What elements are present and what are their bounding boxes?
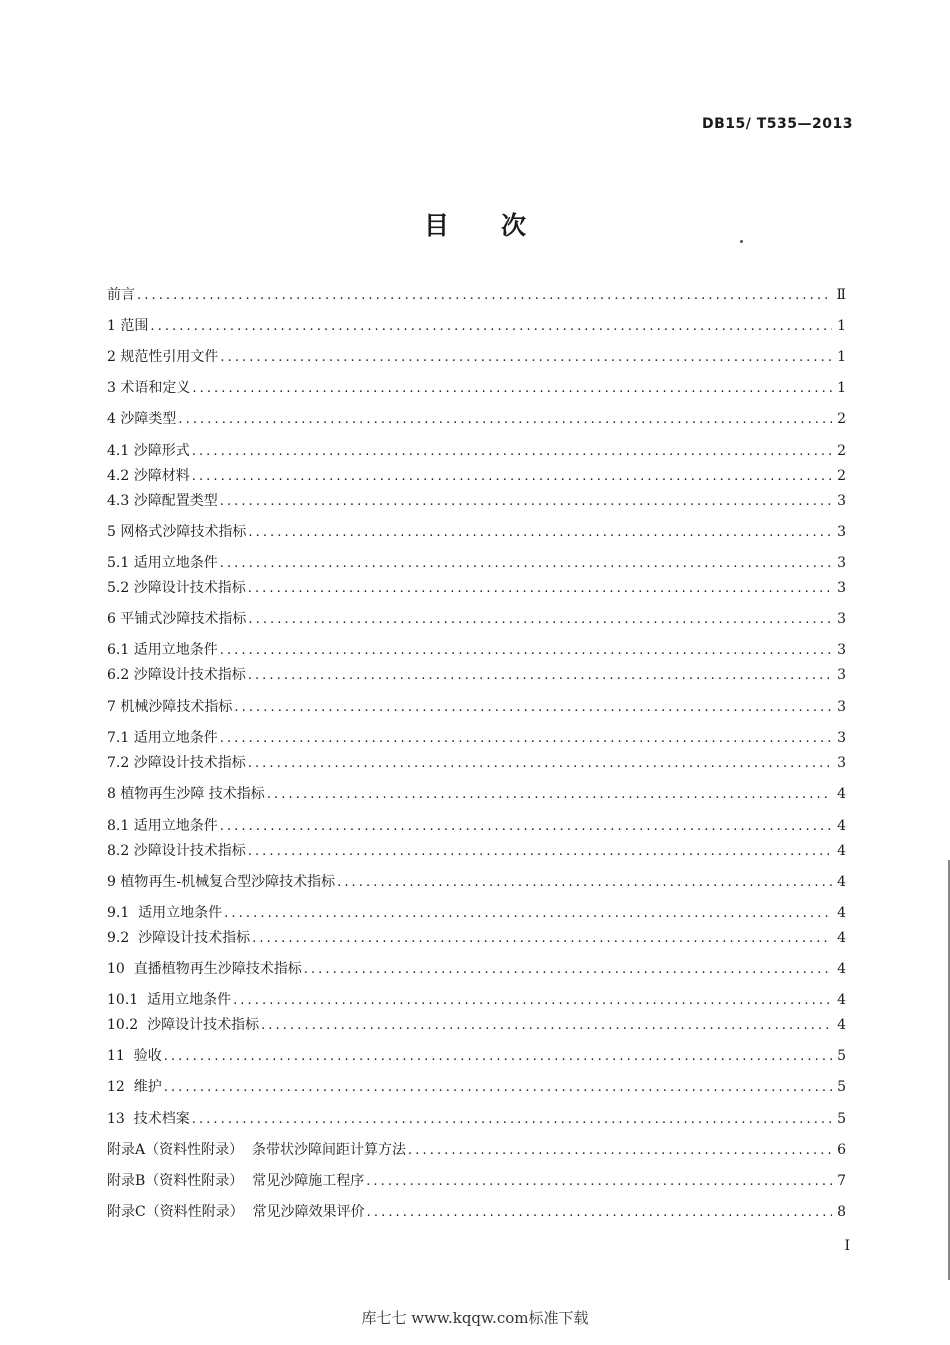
toc-entry-label: 植物再生-机械复合型沙障技术指标 xyxy=(120,874,336,890)
toc-entry-label: 适用立地条件 xyxy=(138,905,223,921)
toc-entry[interactable] xyxy=(107,1201,846,1223)
toc-entry-label: 沙障材料 xyxy=(133,468,190,484)
toc-heading xyxy=(0,206,950,242)
toc-entry-number: 5.1 xyxy=(107,555,134,571)
toc-entry[interactable] xyxy=(107,927,846,949)
toc-entry-number: 1 xyxy=(107,318,121,334)
toc-entry-page: 2 xyxy=(837,443,846,459)
toc-entry[interactable] xyxy=(107,377,846,399)
toc-entry-page: 7 xyxy=(837,1173,846,1189)
toc-leader-dots xyxy=(261,1015,832,1037)
toc-entry-label: 术语和定义 xyxy=(120,380,191,396)
toc-entry-number: 7.2 xyxy=(107,755,134,771)
toc-entry-number: 7 xyxy=(107,699,121,715)
toc-entry-label: 规范性引用文件 xyxy=(120,349,219,365)
toc-leader-dots xyxy=(304,959,832,981)
toc-entry-page: 4 xyxy=(837,961,846,977)
toc-entry-number: 9.2 xyxy=(107,930,139,946)
toc-entry-number: 10.2 xyxy=(107,1017,148,1033)
toc-entry-number: 6.1 xyxy=(107,642,134,658)
toc-entry[interactable] xyxy=(107,840,846,862)
toc-entry-label: 适用立地条件 xyxy=(133,555,218,571)
toc-entry-page: 2 xyxy=(837,468,846,484)
toc-leader-dots xyxy=(164,1046,832,1068)
toc-leader-dots xyxy=(192,441,832,463)
toc-entry-page: 3 xyxy=(837,524,846,540)
toc-entry-number: 附录C（资料性附录） xyxy=(107,1204,253,1220)
toc-entry-page: 3 xyxy=(837,667,846,683)
toc-entry[interactable] xyxy=(107,1076,846,1098)
toc-entry-number: 3 xyxy=(107,380,121,396)
toc-entry[interactable] xyxy=(107,871,846,893)
toc-entry-label: 技术档案 xyxy=(133,1111,190,1127)
toc-entry-page: 4 xyxy=(837,874,846,890)
toc-leader-dots xyxy=(178,409,832,431)
toc-leader-dots xyxy=(248,609,832,631)
toc-entry-number: 8 xyxy=(107,786,121,802)
toc-heading-char-2: 次 xyxy=(501,211,527,240)
toc-entry-number: 8.2 xyxy=(107,843,134,859)
toc-leader-dots xyxy=(137,285,832,307)
toc-leader-dots xyxy=(267,784,832,806)
toc-entry[interactable] xyxy=(107,521,846,543)
toc-entry-number: 13 xyxy=(107,1111,134,1127)
toc-entry[interactable] xyxy=(107,577,846,599)
toc-entry-number: 附录A（资料性附录） xyxy=(107,1142,253,1158)
toc-entry-label: 验收 xyxy=(133,1048,162,1064)
toc-entry-page: 5 xyxy=(837,1079,846,1095)
toc-entry-page: 3 xyxy=(837,755,846,771)
toc-entry-number: 5 xyxy=(107,524,121,540)
toc-entry[interactable] xyxy=(107,752,846,774)
toc-entry-label: 沙障类型 xyxy=(120,411,177,427)
toc-entry-page: 5 xyxy=(837,1111,846,1127)
toc-entry[interactable] xyxy=(107,440,846,462)
toc-leader-dots xyxy=(220,553,832,575)
toc-entry-number: 6.2 xyxy=(107,667,134,683)
toc-entry-page: 8 xyxy=(837,1204,846,1220)
toc-entry-label: 沙障设计技术指标 xyxy=(133,843,246,859)
toc-entry-number: 9 xyxy=(107,874,121,890)
toc-leader-dots xyxy=(366,1171,832,1193)
toc-entry-number: 8.1 xyxy=(107,818,134,834)
toc-entry-label: 适用立地条件 xyxy=(133,642,218,658)
toc-leader-dots xyxy=(248,841,832,863)
toc-leader-dots xyxy=(220,728,832,750)
toc-entry[interactable] xyxy=(107,727,846,749)
toc-leader-dots xyxy=(248,578,832,600)
toc-heading-char-1: 目 xyxy=(423,211,449,240)
toc-entry-page: 1 xyxy=(837,318,846,334)
toc-entry-label: 沙障设计技术指标 xyxy=(147,1017,260,1033)
toc-entry[interactable] xyxy=(107,989,846,1011)
toc-entry-label: 适用立地条件 xyxy=(133,730,218,746)
toc-leader-dots xyxy=(220,491,832,513)
toc-entry-page: 4 xyxy=(837,818,846,834)
toc-entry-page: 3 xyxy=(837,580,846,596)
toc-entry-label: 维护 xyxy=(133,1079,162,1095)
toc-entry-page: 4 xyxy=(837,843,846,859)
toc-entry-label: 平铺式沙障技术指标 xyxy=(120,611,247,627)
toc-entry-page: 3 xyxy=(837,555,846,571)
toc-entry[interactable] xyxy=(107,639,846,661)
toc-entry[interactable] xyxy=(107,465,846,487)
toc-entry-page: 3 xyxy=(837,611,846,627)
toc-leader-dots xyxy=(248,665,832,687)
toc-entry-label: 网格式沙障技术指标 xyxy=(120,524,247,540)
toc-leader-dots xyxy=(164,1077,832,1099)
toc-entry-number: 附录B（资料性附录） xyxy=(107,1173,253,1189)
toc-entry[interactable] xyxy=(107,408,846,430)
toc-leader-dots xyxy=(220,640,832,662)
toc-entry-number: 4.3 xyxy=(107,493,134,509)
toc-entry-label: 前言 xyxy=(107,287,135,303)
toc-leader-dots xyxy=(192,1109,832,1131)
toc-leader-dots xyxy=(248,522,832,544)
toc-entry[interactable] xyxy=(107,608,846,630)
toc-leader-dots xyxy=(220,816,832,838)
toc-entry-label: 常见沙障效果评价 xyxy=(252,1204,365,1220)
toc-entry-number: 11 xyxy=(107,1048,134,1064)
toc-entry-page: 3 xyxy=(837,699,846,715)
toc-leader-dots xyxy=(150,316,832,338)
toc-leader-dots xyxy=(234,697,832,719)
toc-entry-number: 9.1 xyxy=(107,905,139,921)
toc-entry-label: 机械沙障技术指标 xyxy=(120,699,233,715)
toc-entry-page: 4 xyxy=(837,992,846,1008)
toc-leader-dots xyxy=(248,753,832,775)
toc-entry-label: 适用立地条件 xyxy=(133,818,218,834)
toc-entry-label: 沙障设计技术指标 xyxy=(133,667,246,683)
toc-entry-number: 4.1 xyxy=(107,443,134,459)
toc-entry-number: 2 xyxy=(107,349,121,365)
toc-entry-number: 10.1 xyxy=(107,992,148,1008)
toc-entry-page: 1 xyxy=(837,349,846,365)
toc-entry[interactable] xyxy=(107,902,846,924)
toc-entry-page: 1 xyxy=(837,380,846,396)
toc-entry-label: 沙障形式 xyxy=(133,443,190,459)
toc-entry-page: 3 xyxy=(837,730,846,746)
toc-leader-dots xyxy=(337,872,832,894)
toc-entry[interactable] xyxy=(107,1139,846,1161)
toc-leader-dots xyxy=(192,466,832,488)
toc-entry-number: 12 xyxy=(107,1079,134,1095)
toc-entry[interactable] xyxy=(107,1014,846,1036)
toc-entry-label: 范围 xyxy=(120,318,149,334)
toc-entry-number: 7.1 xyxy=(107,730,134,746)
toc-leader-dots xyxy=(252,928,832,950)
toc-leader-dots xyxy=(224,903,832,925)
page-number: I xyxy=(844,1238,850,1254)
toc-entry-number: 10 xyxy=(107,961,134,977)
toc-leader-dots xyxy=(220,347,832,369)
standard-code: DB15/ T535—2013 xyxy=(702,116,853,132)
toc-entry-page: 4 xyxy=(837,786,846,802)
toc-entry-label: 沙障设计技术指标 xyxy=(133,755,246,771)
toc-entry[interactable] xyxy=(107,664,846,686)
toc-entry-number: 6 xyxy=(107,611,121,627)
toc-entry[interactable] xyxy=(107,346,846,368)
watermark-footer: 库七七 www.kqqw.com标准下载 xyxy=(361,1309,589,1327)
toc-entry[interactable] xyxy=(107,490,846,512)
toc-entry-label: 直播植物再生沙障技术指标 xyxy=(133,961,302,977)
toc-entry-label: 植物再生沙障 技术指标 xyxy=(120,786,265,802)
toc-entry-label: 沙障配置类型 xyxy=(133,493,218,509)
toc-entry-page: 4 xyxy=(837,1017,846,1033)
toc-entry-label: 适用立地条件 xyxy=(147,992,232,1008)
toc-entry-number: 4 xyxy=(107,411,121,427)
toc-leader-dots xyxy=(233,990,832,1012)
toc-entry[interactable] xyxy=(107,315,846,337)
toc-entry-label: 沙障设计技术指标 xyxy=(138,930,251,946)
toc-leader-dots xyxy=(408,1140,832,1162)
scan-speck xyxy=(740,240,743,243)
toc-entry[interactable] xyxy=(107,696,846,718)
toc-entry-page: 3 xyxy=(837,493,846,509)
toc-entry[interactable] xyxy=(107,1170,846,1192)
toc-entry[interactable] xyxy=(107,958,846,980)
toc-entry-page: Ⅱ xyxy=(836,287,846,303)
toc-entry[interactable] xyxy=(107,783,846,805)
toc-entry-page: 2 xyxy=(837,411,846,427)
toc-entry-label: 条带状沙障间距计算方法 xyxy=(252,1142,407,1158)
toc-entry-page: 4 xyxy=(837,905,846,921)
toc-entry-page: 6 xyxy=(837,1142,846,1158)
toc-leader-dots xyxy=(192,378,832,400)
toc-entry[interactable] xyxy=(107,552,846,574)
toc-entry[interactable] xyxy=(107,1045,846,1067)
toc-entry-page: 3 xyxy=(837,642,846,658)
toc-entry-label: 沙障设计技术指标 xyxy=(133,580,246,596)
toc-entry-number: 4.2 xyxy=(107,468,134,484)
toc-entry-number: 5.2 xyxy=(107,580,134,596)
toc-entry-page: 5 xyxy=(837,1048,846,1064)
toc-leader-dots xyxy=(367,1202,832,1224)
toc-entry[interactable] xyxy=(107,284,846,306)
toc-entry-page: 4 xyxy=(837,930,846,946)
toc-entry[interactable] xyxy=(107,815,846,837)
toc-entry[interactable] xyxy=(107,1108,846,1130)
toc-entry-label: 常见沙障施工程序 xyxy=(252,1173,365,1189)
